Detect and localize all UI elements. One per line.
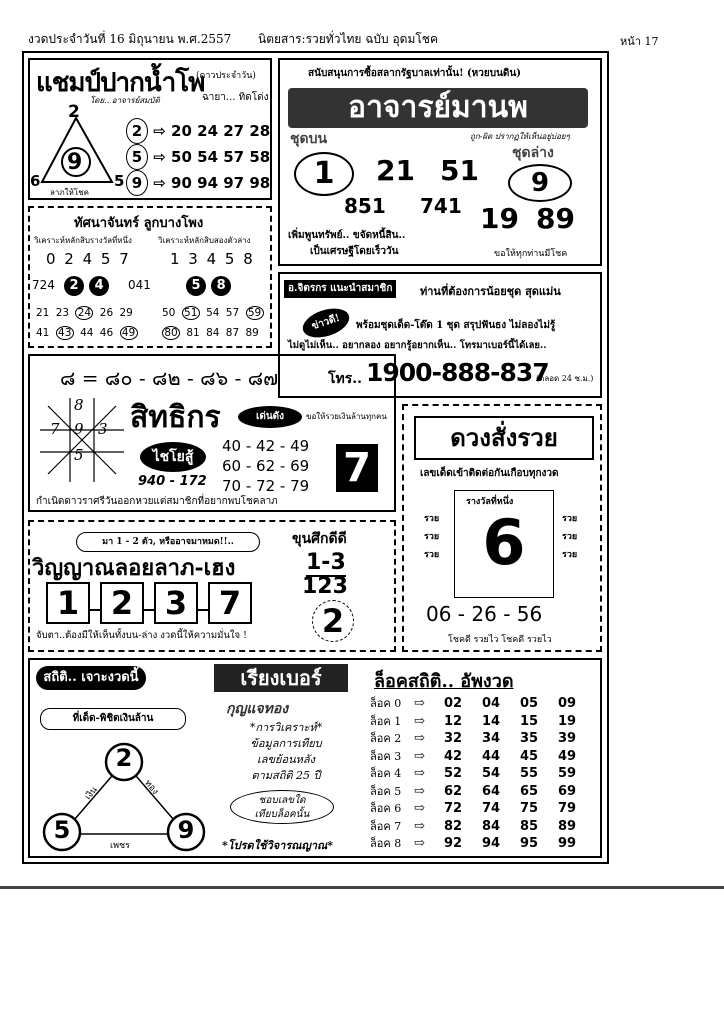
lock-num: 12 bbox=[444, 713, 463, 729]
num: 24 bbox=[75, 306, 93, 320]
champ-row bbox=[126, 144, 270, 170]
duang-sub: เลขเด็ดเข้าติดต่อกันเกือบทุกงวด bbox=[420, 468, 559, 479]
stat-locks bbox=[370, 694, 588, 852]
sitthikorn-num-row: 70 - 72 - 79 bbox=[222, 477, 310, 495]
lock-num: 09 bbox=[558, 696, 577, 711]
lock-label: ล็อค 7 bbox=[370, 819, 402, 833]
champ-title: แชมป์ปากน้ำโพ bbox=[36, 68, 205, 98]
duang-panel bbox=[402, 404, 602, 652]
thosana-041: 041 bbox=[128, 278, 151, 292]
lock-num: 14 bbox=[482, 713, 501, 729]
ajarn-89: 89 bbox=[536, 202, 575, 235]
ajarn-panel bbox=[278, 58, 602, 266]
stat-lock-title: ล็อคสถิติ.. อัพงวด bbox=[374, 671, 514, 692]
champ-tag: (ดาวประจำวัน) bbox=[196, 71, 256, 81]
winyan-digit: 1 bbox=[46, 582, 90, 624]
ajarn-21: 21 bbox=[376, 154, 415, 187]
num: 59 bbox=[246, 306, 264, 320]
num: 54 bbox=[206, 307, 220, 319]
lock-row bbox=[370, 817, 588, 835]
issue-date: งวดประจำวันที่ 16 มิถุนายน พ.ศ.2557 bbox=[28, 32, 232, 46]
champ-tri-caption: ลาภให้โชค bbox=[50, 188, 89, 197]
arrow-icon: ⇨ bbox=[414, 783, 425, 799]
lock-num: 05 bbox=[520, 696, 539, 711]
member-bubble: ข่าวดี! bbox=[299, 303, 353, 343]
champ-tri-top: 2 bbox=[68, 102, 80, 122]
winyan-digit: 2 bbox=[100, 582, 144, 624]
num: 44 bbox=[80, 327, 94, 339]
stat-analysis bbox=[226, 720, 346, 784]
ajarn-9: 9 bbox=[508, 164, 572, 202]
champ-key: 5 bbox=[126, 144, 148, 170]
stat-tri-top: 2 bbox=[115, 744, 133, 772]
thosana-dots-left bbox=[64, 274, 109, 296]
thosana-sub-left: วิเคราะห์หลักสิบรางวัลที่หนึ่ง bbox=[34, 236, 132, 245]
stat-bubble bbox=[230, 790, 334, 824]
arrow-icon: ⇨ bbox=[414, 836, 425, 851]
bottom-rule bbox=[0, 886, 724, 889]
arrow-icon: ⇨ bbox=[414, 748, 425, 764]
duang-ruay-right bbox=[562, 510, 577, 564]
stat-side-bottom: เพชร bbox=[110, 841, 130, 851]
member-tel-note: (ตลอด 24 ช.ม.) bbox=[536, 374, 594, 383]
lock-num: 54 bbox=[482, 766, 501, 781]
ruay-text: รวย bbox=[562, 532, 578, 542]
num: 46 bbox=[99, 327, 114, 339]
lock-num: 49 bbox=[558, 748, 577, 764]
ajarn-19: 19 bbox=[480, 202, 519, 235]
lock-row bbox=[370, 694, 588, 712]
sitthikorn-badge: เด่นดัง bbox=[238, 406, 302, 428]
ajarn-851: 851 bbox=[344, 194, 386, 218]
ajarn-tag: ถูก-ผิด ปรากฏให้เห็นอยู่บ่อยๆ bbox=[470, 132, 570, 141]
num: 21 bbox=[36, 307, 50, 319]
analysis-line: ข้อมูลการเทียบ bbox=[250, 737, 322, 750]
arrow-icon: ⇨ bbox=[153, 122, 166, 140]
champ-key: 2 bbox=[126, 118, 148, 144]
winyan-digits bbox=[46, 582, 252, 624]
num: 87 bbox=[225, 327, 240, 339]
num: 29 bbox=[119, 307, 133, 319]
winyan-khun-big: 2 bbox=[312, 600, 354, 642]
sitthikorn-big: 7 bbox=[336, 444, 378, 492]
lock-num: 19 bbox=[558, 713, 577, 729]
lock-num: 42 bbox=[444, 748, 463, 764]
num: 23 bbox=[55, 307, 70, 319]
lock-row bbox=[370, 799, 588, 817]
thosana-row2-left bbox=[36, 326, 138, 340]
lock-label: ล็อค 8 bbox=[370, 837, 402, 850]
lock-num: 62 bbox=[444, 783, 463, 799]
sitthikorn-name: สิทธิกร bbox=[130, 400, 221, 435]
lock-num: 04 bbox=[482, 696, 501, 711]
stat-tri-left: 5 bbox=[53, 816, 71, 844]
stat-footer: *โปรดใช้วิจารณญาณ* bbox=[222, 839, 333, 852]
lock-num: 95 bbox=[520, 836, 539, 851]
num: 84 bbox=[206, 327, 220, 339]
champ-note: ฉายา... ทิดโด่ง bbox=[202, 92, 269, 103]
arrow-icon: ⇨ bbox=[414, 696, 425, 711]
lock-num: 84 bbox=[482, 818, 501, 834]
winyan-digit: 3 bbox=[154, 582, 198, 624]
lock-num: 52 bbox=[444, 766, 463, 781]
lock-num: 15 bbox=[520, 713, 539, 729]
winyan-digit: 7 bbox=[208, 582, 252, 624]
champ-author: โดย.. อาจารย์สมบัติ bbox=[90, 96, 160, 105]
lock-num: 85 bbox=[520, 818, 539, 834]
duang-big: 6 bbox=[482, 506, 526, 579]
thosana-d5: 5 bbox=[186, 276, 206, 296]
thosana-row2-right bbox=[162, 326, 259, 340]
lock-num: 72 bbox=[444, 801, 463, 816]
lock-label: ล็อค 6 bbox=[370, 802, 402, 815]
analysis-line: เลขย้อนหลัง bbox=[257, 753, 315, 766]
stat-badge: สถิติ.. เจาะงวดนี้ bbox=[36, 666, 146, 690]
num: 89 bbox=[245, 327, 259, 339]
lock-label: ล็อค 2 bbox=[370, 732, 402, 745]
sitthikorn-nums bbox=[222, 436, 309, 496]
arrow-icon: ⇨ bbox=[153, 148, 166, 166]
lock-label: ล็อค 4 bbox=[370, 767, 402, 780]
sitthikorn-thai-line: ๘ = ๘๐ - ๘๒ - ๘๖ - ๘๗ bbox=[60, 366, 279, 390]
champ-nums: 50 54 57 58 bbox=[171, 148, 271, 166]
lock-num: 89 bbox=[558, 818, 577, 834]
arrow-icon: ⇨ bbox=[414, 801, 425, 816]
sitthikorn-num-row: 60 - 62 - 69 bbox=[222, 457, 310, 475]
stat-riang: เรียงเบอร์ bbox=[214, 664, 348, 692]
champ-nums: 20 24 27 28 bbox=[171, 122, 271, 140]
arrow-icon: ⇨ bbox=[153, 174, 166, 192]
stat-tri-right: 9 bbox=[177, 816, 195, 844]
grid-cell: 5 bbox=[74, 446, 84, 464]
lock-num: 32 bbox=[444, 731, 463, 746]
lock-row bbox=[370, 782, 588, 800]
ajarn-51: 51 bbox=[440, 154, 479, 187]
ajarn-bottom-label: ชุดล่าง bbox=[512, 145, 554, 161]
lock-num: 75 bbox=[520, 801, 539, 816]
num: 41 bbox=[36, 327, 50, 339]
arrow-icon: ⇨ bbox=[414, 766, 425, 781]
lock-label: ล็อค 3 bbox=[370, 749, 402, 763]
stat-kunjae: กุญแจทอง bbox=[226, 701, 289, 717]
sitthikorn-panel bbox=[28, 354, 396, 512]
winyan-khun-mid: 123 bbox=[302, 574, 348, 599]
champ-tri-right: 5 bbox=[114, 172, 125, 190]
sitthikorn-footer: กำเนิดดาวราศรีวันออกหวยแต่สมาชิกที่อยากพบโชคลาภ bbox=[36, 496, 278, 507]
lock-num: 92 bbox=[444, 836, 463, 851]
num: 80 bbox=[162, 326, 180, 340]
lock-row bbox=[370, 712, 588, 730]
page-number: หน้า 17 bbox=[620, 35, 659, 48]
lock-num: 79 bbox=[558, 801, 577, 816]
lock-num: 64 bbox=[482, 783, 501, 799]
num: 57 bbox=[225, 307, 240, 319]
grid-cell: 9 bbox=[74, 420, 84, 438]
winyan-title: วิญญาณลอยลาภ-เฮง bbox=[32, 555, 236, 581]
num: 81 bbox=[186, 327, 200, 339]
duang-nums: 06 - 26 - 56 bbox=[426, 602, 543, 626]
lock-row bbox=[370, 729, 588, 747]
arrow-icon: ⇨ bbox=[414, 713, 425, 729]
ajarn-banner: สนับสนุนการซื้อสลากรัฐบาลเท่านั้น! (หวยบนดิน) bbox=[308, 68, 521, 79]
champ-row bbox=[126, 170, 270, 196]
thosana-d8: 8 bbox=[211, 276, 231, 296]
ajarn-main: 1 bbox=[294, 152, 354, 196]
thosana-digits-left: 0 2 4 5 7 bbox=[46, 250, 131, 268]
thosana-row1-right bbox=[162, 306, 264, 320]
lock-num: 34 bbox=[482, 731, 501, 746]
winyan-khun-top: 1-3 bbox=[306, 550, 346, 575]
stat-side-left: เงิน bbox=[83, 785, 100, 803]
thosana-d4: 4 bbox=[89, 276, 109, 296]
lock-row bbox=[370, 764, 588, 782]
num: 51 bbox=[182, 306, 200, 320]
member-label: อ.จิตรกร แนะนำสมาชิก bbox=[284, 280, 396, 298]
lock-num: 39 bbox=[558, 731, 577, 746]
champ-panel bbox=[28, 58, 272, 200]
member-line1: พร้อมชุดเด็ด-โต๊ด 1 ชุด สรุปฟันธง ไม่ลองไม่รู้ bbox=[356, 320, 556, 331]
thosana-sub-right: วิเคราะห์หลักสิบสองตัวล่าง bbox=[158, 236, 251, 245]
champ-rows bbox=[126, 118, 270, 196]
sitthikorn-slogan: ขอให้รวยเงินล้านทุกคน bbox=[306, 412, 387, 421]
lock-num: 69 bbox=[558, 783, 577, 799]
lock-row bbox=[370, 747, 588, 765]
thosana-panel bbox=[28, 206, 272, 348]
stat-side-right: ทอง bbox=[142, 778, 160, 797]
winyan-khun-label: ขุนศึกดีดี bbox=[292, 531, 347, 547]
champ-key: 9 bbox=[126, 170, 148, 196]
ajarn-line2: เป็นเศรษฐีโดยเร็ววัน bbox=[310, 246, 399, 257]
winyan-footer: จับตา..ต้องมีให้เห็นทั้งบน-ล่าง งวดนี้ให้ความมั่นใจ ! bbox=[36, 630, 247, 641]
lock-num: 35 bbox=[520, 731, 539, 746]
lock-num: 82 bbox=[444, 818, 463, 834]
thosana-724: 724 bbox=[32, 278, 55, 292]
lock-label: ล็อค 0 bbox=[370, 697, 402, 710]
member-line2: ไม่ดูไม่เห็น.. อยากลอง อยากรู้อยากเห็น.. โทรมาเบอร์นี้ได้เลย.. bbox=[288, 340, 547, 351]
grid-cell: 3 bbox=[98, 420, 108, 438]
winyan-panel bbox=[28, 520, 396, 652]
lock-num: 94 bbox=[482, 836, 501, 851]
member-headline: ท่านที่ต้องการน้อยชุด สุดแม่น bbox=[420, 285, 561, 298]
analysis-line: *การวิเคราะห์* bbox=[249, 721, 323, 734]
magazine-name: นิตยสาร:รวยทั่วไทย ฉบับ อุดมโชค bbox=[258, 32, 438, 46]
lock-label: ล็อค 1 bbox=[370, 714, 402, 728]
ajarn-title: อาจารย์มานพ bbox=[288, 88, 588, 128]
champ-tri-mid: 9 bbox=[67, 150, 83, 175]
sitthikorn-chip: ไชโยสู้ bbox=[140, 442, 206, 472]
ajarn-wish: ขอให้ทุกท่านมีโชค bbox=[494, 249, 568, 259]
thosana-row1-left bbox=[36, 306, 133, 320]
lock-num: 65 bbox=[520, 783, 539, 799]
member-tel-label: โทร.. bbox=[328, 371, 363, 387]
num: 49 bbox=[120, 326, 138, 340]
stat-tagline: ที่เด็ด-พิชิตเงินล้าน bbox=[40, 708, 186, 730]
sitthikorn-num-row: 40 - 42 - 49 bbox=[222, 437, 310, 455]
member-tel: 1900-888-837 bbox=[366, 358, 549, 387]
grid-cell: 8 bbox=[74, 396, 84, 414]
ruay-text: รวย bbox=[562, 514, 578, 524]
champ-row bbox=[126, 118, 270, 144]
num: 50 bbox=[162, 307, 176, 319]
lock-label: ล็อค 5 bbox=[370, 784, 402, 798]
lock-num: 99 bbox=[558, 836, 577, 851]
ruay-text: รวย bbox=[424, 550, 440, 560]
ruay-text: รวย bbox=[424, 532, 440, 542]
stat-panel bbox=[28, 658, 602, 858]
sitthikorn-940: 940 - 172 bbox=[138, 474, 207, 489]
champ-tri-left: 6 bbox=[30, 172, 41, 190]
bubble-line: เทียบล็อคนั้น bbox=[254, 809, 310, 820]
analysis-line: ตามสถิติ 25 ปี bbox=[251, 769, 321, 782]
thosana-dots-right bbox=[186, 274, 231, 296]
thosana-title: ทัศนาจันทร์ ลูกบางโพง bbox=[74, 216, 204, 231]
lock-num: 02 bbox=[444, 696, 463, 711]
duang-title: ดวงสั่งรวย bbox=[414, 416, 594, 460]
lock-num: 55 bbox=[520, 766, 539, 781]
ajarn-741: 741 bbox=[420, 194, 462, 218]
winyan-tag: มา 1 - 2 ตัว, หรืออาจมาหมด!!.. bbox=[76, 532, 260, 552]
duang-ruay-left bbox=[424, 510, 439, 564]
ajarn-line1: เพิ่มพูนทรัพย์.. ขจัดหนี้สิน.. bbox=[288, 230, 406, 241]
duang-prize-label: รางวัลที่หนึ่ง bbox=[466, 497, 514, 507]
lock-num: 44 bbox=[482, 748, 501, 764]
lock-num: 45 bbox=[520, 748, 539, 764]
num: 26 bbox=[99, 307, 114, 319]
lock-row bbox=[370, 834, 588, 852]
arrow-icon: ⇨ bbox=[414, 818, 425, 834]
champ-nums: 90 94 97 98 bbox=[171, 174, 271, 192]
arrow-icon: ⇨ bbox=[414, 731, 425, 746]
ruay-text: รวย bbox=[562, 550, 578, 560]
ruay-text: รวย bbox=[424, 514, 440, 524]
lock-num: 74 bbox=[482, 801, 501, 816]
bubble-line: ชอบเลขใด bbox=[258, 795, 306, 806]
ajarn-top-label: ชุดบน bbox=[290, 131, 328, 147]
grid-cell: 7 bbox=[50, 420, 60, 438]
lock-num: 59 bbox=[558, 766, 577, 781]
thosana-d2: 2 bbox=[64, 276, 84, 296]
num: 43 bbox=[56, 326, 74, 340]
thosana-digits-right: 1 3 4 5 8 bbox=[170, 250, 255, 268]
duang-footer: โชคดี รวยไว โชคดี รวยไว bbox=[448, 635, 552, 645]
